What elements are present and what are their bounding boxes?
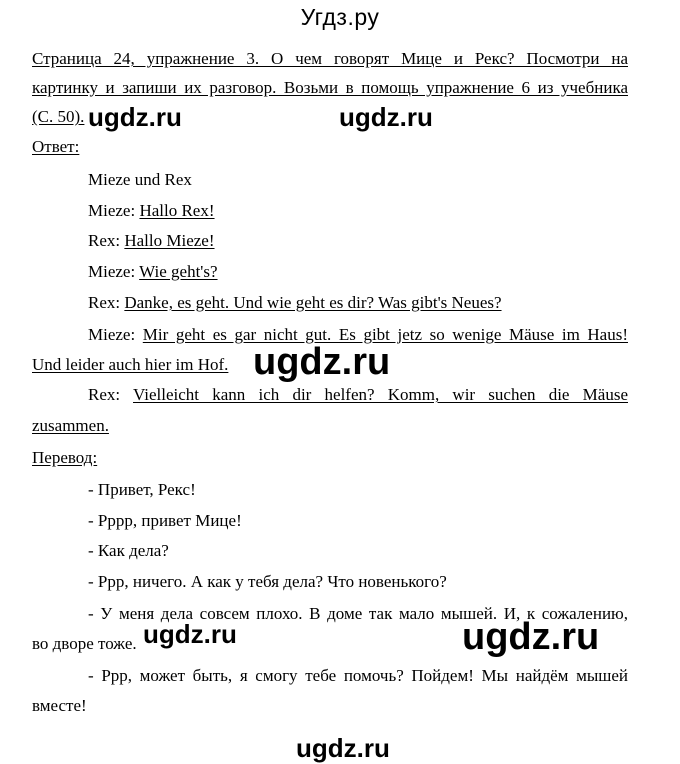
site-title: Угдз.ру [300, 4, 380, 30]
task-line-2: картинку и запиши их разговор. Возьми в помощь упражнение 6 из учебника [32, 78, 628, 97]
translation-line-2: - Рррр, привет Мице! [88, 511, 242, 530]
utterance: Mir geht es gar nicht gut. Es gibt jetz so wenige Mäuse im Haus! [142, 325, 628, 344]
utterance: Wie geht's? [139, 262, 218, 281]
dialogue-line-2 [88, 231, 215, 251]
translation-line-6a: - Ррр, может быть, я смогу тебе помочь? Пойдем! Мы найдём мышей [88, 666, 628, 685]
translation-line-3: - Как дела? [88, 541, 169, 560]
watermark-4: ugdz.ru [143, 619, 237, 649]
speaker: Rex: [88, 231, 125, 250]
speaker: Rex: [88, 293, 125, 312]
watermark-3: ugdz.ru [253, 341, 391, 383]
watermark-6: ugdz.ru [296, 733, 390, 763]
task-line-1: Страница 24, упражнение 3. О чем говорят Мице и Рекс? Посмотри на [32, 49, 628, 68]
speaker: Mieze: [88, 201, 140, 220]
answer-label: Ответ: [32, 137, 80, 156]
watermark-1: ugdz.ru [88, 102, 182, 132]
translation-line-5b: во дворе тоже. [32, 634, 137, 653]
utterance: Vielleicht kann ich dir helfen? Komm, wir suchen die Mäuse [133, 385, 628, 404]
utterance: Danke, es geht. Und wie geht es dir? Was gibt's Neues? [124, 293, 502, 312]
watermark-5: ugdz.ru [462, 616, 600, 658]
utterance: Hallo Rex! [139, 201, 215, 220]
speaker: Rex: [88, 385, 134, 404]
watermark-2: ugdz.ru [339, 102, 433, 132]
dialogue-line-5b: Und leider auch hier im Hof. [32, 355, 229, 374]
dialogue-line-4 [88, 293, 502, 313]
translation-line-4: - Ррр, ничего. А как у тебя дела? Что новенького? [88, 572, 447, 591]
dialogue-line-1 [88, 201, 215, 221]
dialogue-heading: Mieze und Rex [88, 170, 192, 189]
dialogue-line-6b: zusammen. [32, 416, 109, 435]
translation-label: Перевод: [32, 448, 98, 467]
translation-line-1: - Привет, Рекс! [88, 480, 196, 499]
dialogue-line-6a [88, 385, 628, 405]
translation-line-5a: - У меня дела совсем плохо. В доме так мало мышей. И, к сожалению, [88, 604, 628, 623]
utterance: Hallo Mieze! [124, 231, 215, 250]
translation-line-6b: вместе! [32, 696, 87, 715]
speaker: Mieze: [88, 262, 140, 281]
speaker: Mieze: [88, 325, 143, 344]
task-line-3: (С. 50). [32, 107, 85, 126]
dialogue-line-3 [88, 262, 218, 282]
